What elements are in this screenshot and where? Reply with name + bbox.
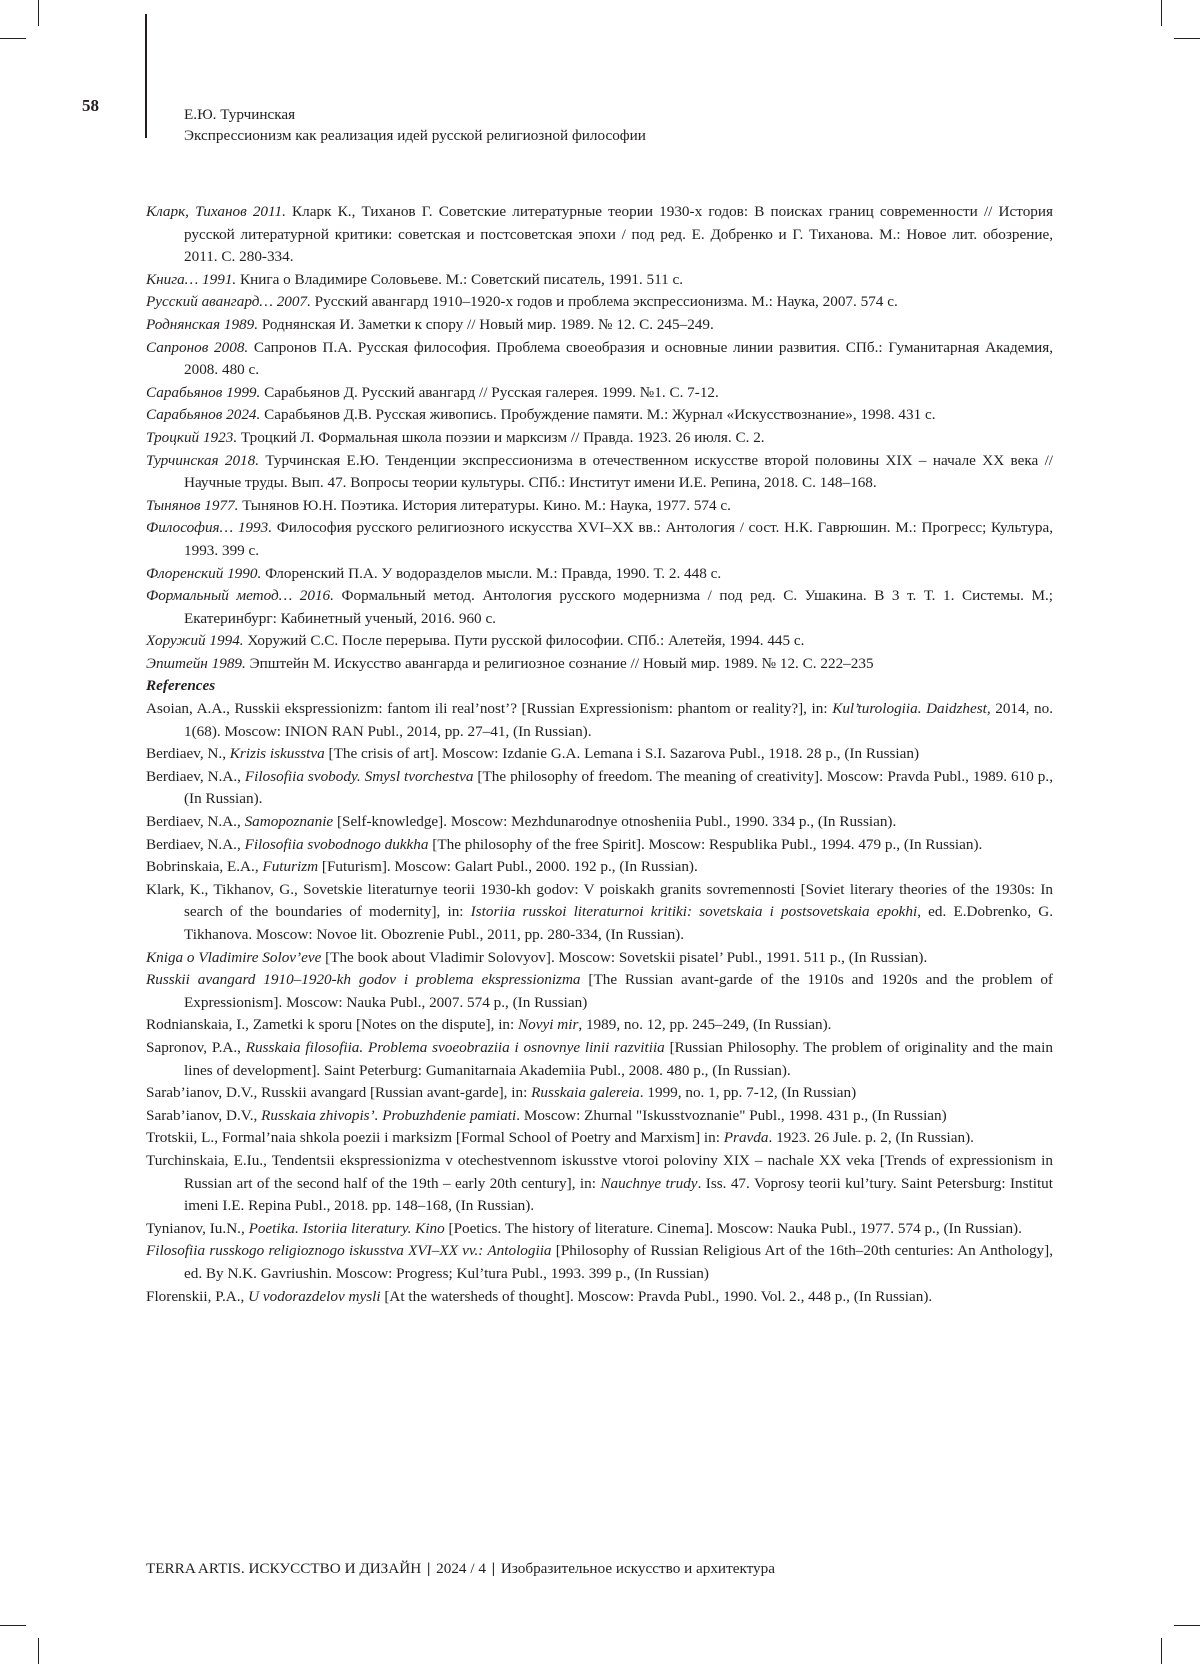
reference-key: Русский авангард… 2007. — [146, 293, 311, 311]
crop-mark — [38, 0, 39, 26]
page-number: 58 — [82, 96, 99, 115]
footer-section: Изобразительное искусство и архитектура — [500, 1560, 775, 1577]
reference-entry — [146, 653, 1053, 676]
reference-entry: Sapronov, P.A., Russkaia filosofiia. Problema svoeobraziia i osnovnye linii razvitiia [Russian Philosophy. The problem of originality and the main lines of development]. Saint Peterburg: Gumanitarnaia Akademiia Publ., 2008. 480 p., (In Russian). — [146, 1038, 1053, 1079]
running-head-author: Е.Ю. Турчинская — [184, 106, 296, 123]
reference-entry: Berdiaev, N., Krizis iskusstva [The crisis of art]. Moscow: Izdanie G.A. Lemana i S.I. Sazarova Publ., 1918. 28 p., (In Russian) — [146, 745, 920, 763]
reference-entry — [146, 630, 1053, 653]
reference-key: Книга… 1991. — [146, 270, 237, 288]
reference-key: Философия… 1993. — [146, 519, 272, 537]
reference-key: Флоренский 1990. — [146, 564, 262, 582]
reference-entry: Filosofiia russkogo religioznogo iskusstva XVI–XX vv.: Antologiia [Philosophy of Russian Religious Art of the 16th–20th centuries: An Anthology], ed. By N.K. Gavriushin. Moscow: Progress; Kul’tura Publ., 1993. 399 p., (In Russian) — [146, 1242, 1053, 1282]
reference-entry: Klark, K., Tikhanov, G., Sovetskie literaturnye teorii 1930-kh godov: V poiskakh granits sovremennosti [Soviet literary theories of the 1930s: In search of the boundaries of modernity], in: Istoriia russkoi literaturnoi kritiki: sovetskaia i postsovetskaia epokhi, ed. E.Dobrenko, G. Tikhanova. Moscow: Novoe lit. Obozrenie Publ., 2011, pp. 280-334, (In Russian). — [146, 880, 1053, 943]
reference-entry — [146, 585, 1053, 630]
reference-title: Futurizm — [262, 858, 319, 876]
footer-separator: | — [426, 1560, 431, 1577]
reference-entry — [146, 314, 1053, 337]
reference-entry: Bobrinskaia, E.A., Futurizm [Futurism]. Moscow: Galart Publ., 2000. 192 p., (In Russian). — [146, 858, 698, 876]
running-head — [184, 104, 646, 146]
reference-entry — [146, 450, 1053, 495]
reference-title: Istoriia russkoi literaturnoi kritiki: sovetskaia i postsovetskaia epokhi — [470, 903, 918, 921]
reference-title: Novyi mir — [518, 1016, 579, 1034]
reference-text: Формальный метод. Антология русского модернизма / под ред. С. Ушакина. В 3 т. Т. 1. Системы. М.; Екатеринбург: Кабинетный ученый, 2016. 960 с. — [184, 587, 1053, 627]
crop-mark — [1161, 1638, 1162, 1664]
reference-entry: Tynianov, Iu.N., Poetika. Istoriia literatury. Kino [Poetics. The history of literature. Cinema]. Moscow: Nauka Publ., 1977. 574 p., (In Russian). — [146, 1219, 1022, 1237]
reference-key: Эпштейн 1989. — [146, 654, 246, 672]
reference-entry: Berdiaev, N.A., Filosofiia svobody. Smysl tvorchestva [The philosophy of freedom. The meaning of creativity]. Moscow: Pravda Publ., 1989. 610 p., (In Russian). — [146, 767, 1053, 808]
reference-text: Сарабьянов Д. Русский авангард // Русская галерея. 1999. №1. С. 7-12. — [260, 383, 719, 401]
reference-entry: Asoian, A.A., Russkii ekspressionizm: fantom ili real’nost’? [Russian Expressionism: phantom or reality?], in: Kul’turologiia. Daidzhest, 2014, no. 1(68). Moscow: INION RAN Publ., 2014, pp. 27–41, (In Russian). — [146, 700, 1053, 740]
russian-references — [146, 201, 1053, 675]
reference-entry: Berdiaev, N.A., Samopoznanie [Self-knowledge]. Moscow: Mezhdunarodnye otnosheniia Publ., 1990. 334 p., (In Russian). — [146, 813, 897, 831]
reference-title: Nauchnye trudy — [600, 1174, 698, 1192]
crop-mark — [0, 1625, 26, 1626]
reference-text: Книга о Владимире Соловьеве. М.: Советский писатель, 1991. 511 с. — [236, 270, 684, 288]
reference-entry — [146, 517, 1053, 562]
reference-text: Хоружий С.С. После перерыва. Пути русской философии. СПб.: Алетейя, 1994. 445 с. — [243, 632, 805, 650]
crop-mark — [38, 1638, 39, 1664]
reference-entry: Berdiaev, N.A., Filosofiia svobodnogo dukkha [The philosophy of the free Spirit]. Moscow: Respublika Publ., 1994. 479 p., (In Russian). — [146, 835, 983, 853]
reference-entry: Kniga o Vladimire Solov’eve [The book about Vladimir Solovyov]. Moscow: Sovetskii pisatel’ Publ., 1991. 511 p., (In Russian). — [146, 948, 928, 966]
reference-text: Тынянов Ю.Н. Поэтика. История литературы. Кино. М.: Наука, 1977. 574 с. — [238, 496, 731, 514]
reference-entry — [146, 563, 1053, 586]
reference-entry: Russkii avangard 1910–1920-kh godov i problema ekspressionizma [The Russian avant-garde of the 1910s and 1920s and the problem of Expressionism]. Moscow: Nauka Publ., 2007. 574 p., (In Russian) — [146, 971, 1053, 1011]
reference-entry — [146, 404, 1053, 427]
english-references — [146, 698, 1053, 1308]
reference-entry — [146, 495, 1053, 518]
reference-text: Философия русского религиозного искусства XVI–XX вв.: Антология / сост. Н.К. Гаврюшин. М.: Прогресс; Культура, 1993. 399 с. — [184, 519, 1053, 559]
page-footer — [146, 1560, 775, 1578]
running-head-title: Экспрессионизм как реализация идей русской религиозной философии — [184, 127, 646, 144]
reference-key: Тынянов 1977. — [146, 496, 239, 514]
references-heading: References — [146, 677, 216, 695]
footer-issue: 2024 / 4 — [436, 1560, 486, 1577]
reference-key: Хоружий 1994. — [146, 632, 244, 650]
crop-mark — [0, 38, 26, 39]
reference-title: Pravda — [723, 1129, 769, 1147]
reference-entry — [146, 382, 1053, 405]
reference-title: U vodorazdelov mysli — [248, 1287, 381, 1305]
crop-mark — [1174, 38, 1200, 39]
reference-text: Роднянская И. Заметки к спору // Новый мир. 1989. № 12. С. 245–249. — [258, 315, 714, 333]
reference-text: Эпштейн М. Искусство авангарда и религиозное сознание // Новый мир. 1989. № 12. С. 222–235 — [245, 654, 874, 672]
reference-entry — [146, 337, 1053, 382]
reference-text: Сарабьянов Д.В. Русская живопись. Пробуждение памяти. М.: Журнал «Искусствознание», 1998. 431 с. — [260, 406, 936, 424]
bibliography — [146, 201, 1053, 1308]
reference-text: Сапронов П.А. Русская философия. Проблема своеобразия и основные линии развития. СПб.: Гуманитарная Академия, 2008. 480 с. — [184, 338, 1053, 379]
reference-key: Сарабьянов 1999. — [146, 383, 261, 401]
reference-title: Samopoznanie — [244, 813, 334, 831]
reference-text: Русский авангард 1910–1920-х годов и проблема экспрессионизма. М.: Наука, 2007. 574 с. — [310, 293, 898, 311]
reference-key: Роднянская 1989. — [146, 315, 259, 333]
reference-key: Сапронов 2008. — [146, 338, 249, 356]
reference-entry — [146, 291, 1053, 314]
reference-title: Filosofiia svobody. Smysl tvorchestva — [244, 767, 474, 785]
reference-title: Russkaia filosofiia. Problema svoeobraziia i osnovnye linii razvitiia — [245, 1038, 665, 1056]
reference-title: Russkii avangard 1910–1920-kh godov i problema ekspressionizma — [146, 971, 581, 989]
reference-title: Russkaia galereia — [531, 1084, 640, 1102]
reference-title: Russkaia zhivopis’. Probuzhdenie pamiati — [261, 1106, 517, 1124]
crop-mark — [1174, 1625, 1200, 1626]
reference-title: Kul’turologiia. Daidzhest — [832, 700, 987, 718]
reference-title: Kniga o Vladimire Solov’eve — [146, 948, 322, 966]
reference-text: Флоренский П.А. У водоразделов мысли. М.: Правда, 1990. Т. 2. 448 с. — [261, 564, 722, 582]
reference-title: Poetika. Istoriia literatury. Kino — [248, 1219, 445, 1237]
footer-journal: TERRA ARTIS. ИСКУССТВО И ДИЗАЙН — [146, 1560, 422, 1577]
reference-key: Троцкий 1923. — [146, 428, 238, 446]
reference-text: Турчинская Е.Ю. Тенденции экспрессионизма в отечественном искусстве второй половины XIX – начале XX века // Научные труды. Вып. 47. Вопросы теории культуры. СПб.: Институт имени И.Е. Репина, 2018. С. 148–168. — [184, 451, 1054, 492]
reference-entry: Florenskii, P.A., U vodorazdelov mysli [At the watersheds of thought]. Moscow: Pravda Publ., 1990. Vol. 2., 448 p., (In Russian). — [146, 1287, 933, 1305]
reference-title: Filosofiia russkogo religioznogo iskusstva XVI–XX vv.: Antologiia — [146, 1242, 552, 1260]
reference-entry: Trotskii, L., Formal’naia shkola poezii i marksizm [Formal School of Poetry and Marxism] in: Pravda. 1923. 26 Jule. p. 2, (In Russian). — [146, 1129, 974, 1147]
reference-key: Турчинская 2018. — [146, 451, 260, 469]
reference-title: Krizis iskusstva — [229, 745, 325, 763]
reference-entry — [146, 201, 1053, 269]
reference-entry — [146, 269, 1053, 292]
reference-title: Filosofiia svobodnogo dukkha — [244, 835, 429, 853]
reference-entry: Turchinskaia, E.Iu., Tendentsii ekspressionizma v otechestvennom iskusstve vtoroi poloviny XIX – nachale XX veka [Trends of expressionism in Russian art of the second half of the 19th – early 20th century], in: Nauchnye trudy. Iss. 47. Voprosy teorii kul’tury. Saint Petersburg: Institut imeni I.E. Repina Publ., 2018. pp. 148–168, (In Russian). — [146, 1151, 1053, 1215]
header-rule — [145, 14, 147, 138]
reference-entry: Sarab’ianov, D.V., Russkii avangard [Russian avant-garde], in: Russkaia galereia. 1999, no. 1, pp. 7-12, (In Russian) — [146, 1084, 857, 1102]
reference-entry — [146, 427, 1053, 450]
reference-entry: Sarab’ianov, D.V., Russkaia zhivopis’. Probuzhdenie pamiati. Moscow: Zhurnal "Iskusstvoznanie" Publ., 1998. 431 p., (In Russian) — [146, 1106, 947, 1124]
reference-entry: Rodnianskaia, I., Zametki k sporu [Notes on the dispute], in: Novyi mir, 1989, no. 12, pp. 245–249, (In Russian). — [146, 1016, 832, 1034]
reference-text: Троцкий Л. Формальная школа поэзии и марксизм // Правда. 1923. 26 июля. С. 2. — [237, 428, 765, 446]
reference-key: Кларк, Тиханов 2011. — [146, 203, 286, 220]
reference-key: Формальный метод… 2016. — [146, 587, 334, 605]
footer-separator: | — [491, 1560, 496, 1577]
reference-key: Сарабьянов 2024. — [146, 406, 261, 424]
reference-text: Кларк К., Тиханов Г. Советские литературные теории 1930-х годов: В поисках границ современности // История русской литературной критики: советская и постсоветская эпохи / под ред. Е. Добренко и Г. Тиханова. М.: Новое лит. обозрение, 2011. С. 280-334. — [184, 203, 1053, 266]
crop-mark — [1161, 0, 1162, 26]
